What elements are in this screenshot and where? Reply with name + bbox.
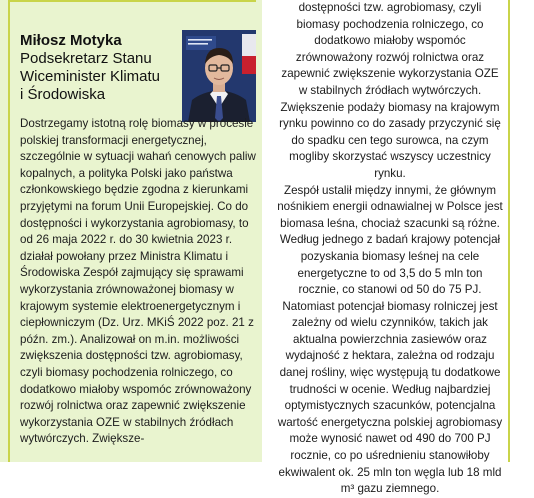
right-paragraph-1: dostępności tzw. agrobiomasy, czyli biomasy pochodzenia rolniczego, co dodatkowo miałoby wspomóc zrównoważony rozwój rolnictwa oraz zapewnić zwiększenie wykorzystania OZE w stabilnych źródłach wytwórczych. Zwiększenie podaży biomasy na krajowym rynku powinno co do zasady przyczynić się do spadku cen tego surowca, na czym mogliby skorzystać wszyscy uczestnicy rynku. bbox=[279, 1, 501, 180]
portrait-illustration bbox=[182, 30, 256, 122]
author-role-line-3: i Środowiska bbox=[20, 86, 106, 103]
left-column bbox=[0, 0, 262, 462]
author-name: Miłosz Motyka bbox=[20, 32, 122, 49]
left-paragraph-1: Dostrzegamy istotną rolę biomasy w procesie polskiej transformacji energetycznej, szczególnie w sytuacji wahań cenowych paliw kopalnych, a polityka Polski jako państwa członkowskiego będzie zgodna z kierunkami przyjętymi na forum Unii Europejskiej. Co do dostępności i wykorzystania agrobiomasy, to od 26 maja 2022 r. do 30 kwietnia 2023 r. działał powołany przez Ministra Klimatu i Środowiska Zespół zajmujący się sprawami wykorzystania zrównoważonej biomasy w krajowym systemie elektroenergetycznym i ciepłowniczym (Dz. Urz. MKiŚ 2022 poz. 21 z późn. zm.). Analizował on m.in. możliwości zwiększenia dostępności tzw. agrobiomasy, czyli biomasy pochodzenia rolniczego, co dodatkowo miałoby wspomóc zrównoważony rozwój rolnictwa oraz zapewnić zwiększenie wykorzystania OZE w stabilnych źródłach wytwórczych. Zwiększe- bbox=[20, 117, 256, 446]
author-portrait bbox=[182, 30, 256, 122]
author-bio bbox=[20, 32, 180, 104]
right-article-text bbox=[276, 0, 504, 498]
right-column-rule bbox=[508, 0, 510, 462]
right-paragraph-2: Zespół ustalił między innymi, że głównym nośnikiem energii odnawialnej w Polsce jest biomasa leśna, chociaż szacunki są różne. Według jednego z badań krajowy potencjał pozyskania biomasy leśnej na cele energetyczne to od 3,5 do 5 mln ton rocznie, co stanowi od 50 do 75 PJ. Natomiast potencjał biomasy rolniczej jest zależny od wielu czynników, takich jak aktualna powierzchnia zasiewów oraz wydajność z hektara, zależna od rodzaju danej rośliny, więc występują tu dodatkowe trudności w ocenie. Według najbardziej optymistycznych szacunków, potencjalna wartość energetyczna polskiej agrobiomasy może wynosić nawet od 490 do 700 PJ rocznie, co po uśrednieniu stanowiłoby ekwiwalent ok. 25 mln ton węgla lub 18 mld m³ gazu ziemnego. bbox=[277, 183, 503, 496]
left-article-text bbox=[20, 116, 256, 448]
author-role-line-2: Wiceminister Klimatu bbox=[20, 68, 161, 85]
author-role-line-1: Podsekretarz Stanu bbox=[20, 50, 152, 67]
